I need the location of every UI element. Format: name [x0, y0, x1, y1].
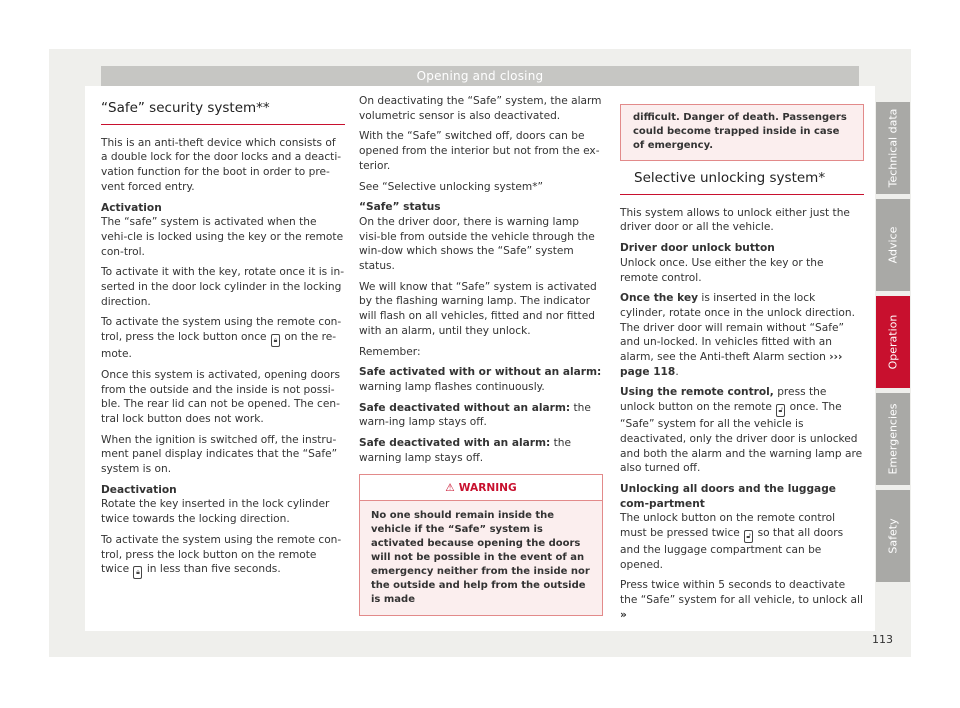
col3-paragraph-5: The unlock button on the remote control must be pressed twice 🔓︎ so that all doors and the luggage compartment can be opened. — [620, 512, 844, 571]
tab-advice[interactable]: Advice — [876, 199, 910, 291]
col2-paragraph-2: With the “Safe” switched off, doors can be opened from the interior but not from the ex-terior. — [359, 130, 600, 172]
unlock-button-icon: 🔓︎ — [776, 404, 785, 417]
column-1 — [101, 94, 345, 585]
activation-paragraph-5: When the ignition is switched off, the instru-ment panel display indicates that the “Safe” system is on. — [101, 433, 338, 476]
lock-button-icon: 🔒︎ — [271, 334, 280, 347]
warning-text: No one should remain inside the vehicle if the “Safe” system is activated because opening the doors will not be possible in the event of an emergency neither from the inside nor the outside and help from the outside is made — [360, 501, 602, 615]
col3-paragraph-3: Once the key is inserted in the lock cylinder, rotate once in the unlock direction. The driver door will remain without “Safe” and un-locked. In vehicles fitted with an alarm, see the Anti-theft Alarm section ››› page 118. — [620, 292, 855, 378]
activation-paragraph-1: The “safe” system is activated when the vehi-cle is locked using the key or the remote con-trol. — [101, 216, 344, 258]
section-title-selective-unlocking: Selective unlocking system* — [620, 161, 864, 195]
remember-item-1: Safe activated with or without an alarm: warning lamp flashes continuously. — [359, 366, 602, 393]
col2-paragraph-3: See “Selective unlocking system*” — [359, 180, 544, 193]
remember-label: Remember: — [359, 345, 421, 358]
deactivation-heading: Deactivation — [101, 483, 177, 496]
warning-box — [359, 474, 603, 616]
lock-button-icon: 🔒︎ — [133, 566, 142, 579]
all-doors-heading: Unlocking all doors and the luggage com-partment — [620, 482, 836, 510]
section-title-safe: “Safe” security system** — [101, 94, 345, 125]
page-number: 113 — [872, 633, 893, 646]
activation-paragraph-3: To activate the system using the remote con-trol, press the lock button once 🔒︎ on the re-mote. — [101, 316, 342, 361]
column-2 — [359, 94, 603, 616]
activation-heading: Activation — [101, 201, 162, 214]
tab-operation[interactable]: Operation — [876, 296, 910, 388]
page-reference-link[interactable]: ››› page 118 — [620, 351, 843, 378]
warning-header: ⚠ WARNING — [360, 475, 602, 501]
col2-paragraph-4: On the driver door, there is warning lamp visi-ble from outside the vehicle through the win-dow which shows the “Safe” system status. — [359, 215, 595, 273]
col2-paragraph-1: On deactivating the “Safe” system, the alarm volumetric sensor is also deactivated. — [359, 95, 602, 122]
warning-triangle-icon: ⚠ — [445, 482, 455, 495]
tab-safety[interactable]: Safety — [876, 490, 910, 582]
driver-door-heading: Driver door unlock button — [620, 242, 775, 255]
activation-paragraph-2: To activate it with the key, rotate once it is in-serted in the door lock cylinder in the locking direction. — [101, 266, 345, 308]
tab-emergencies[interactable]: Emergencies — [876, 393, 910, 485]
tab-technical-data[interactable]: Technical data — [876, 102, 910, 194]
page-content — [85, 86, 875, 631]
activation-paragraph-4: Once this system is activated, opening doors from the outside and the inside is not possi-ble. The rear lid can not be opened. The cen-tral lock button does not work. — [101, 368, 341, 425]
deactivation-paragraph-2: To activate the system using the remote con-trol, press the lock button on the remote twice 🔒︎ in less than five seconds. — [101, 533, 345, 579]
unlock-button-icon: 🔓︎ — [744, 530, 753, 543]
remember-item-2: Safe deactivated without an alarm: the warn-ing lamp stays off. — [359, 401, 591, 429]
column-3 — [620, 94, 864, 629]
warning-continuation: difficult. Danger of death. Passengers could become trapped inside in case of emergency. — [620, 104, 864, 161]
remember-item-3: Safe deactivated with an alarm: the warning lamp stays off. — [359, 437, 572, 464]
continue-arrow-icon: » — [620, 608, 627, 621]
col3-paragraph-4: Using the remote control, press the unlock button on the remote 🔓︎ once. The “Safe” system for all the vehicle is deactivated, only the driver door is unlocked and both the alarm and the warning lamp are also turned off. — [620, 386, 863, 475]
col2-paragraph-5: We will know that “Safe” system is activated by the flashing warning lamp. The indicator will flash on all vehicles, fitted and nor fitted with an alarm, until they unlock. — [359, 280, 597, 337]
col3-paragraph-2: Unlock once. Use either the key or the remote control. — [620, 256, 824, 284]
chapter-header: Opening and closing — [101, 66, 859, 86]
deactivation-paragraph-1: Rotate the key inserted in the lock cylinder twice towards the locking direction. — [101, 498, 330, 526]
col3-paragraph-1: This system allows to unlock either just the driver door or all the vehicle. — [620, 206, 850, 234]
intro-paragraph: This is an anti-theft device which consists of a double lock for the door locks and a deacti-vation function for the boot in order to pre-vent forced entry. — [101, 136, 342, 193]
safe-status-heading: “Safe” status — [359, 201, 441, 214]
col3-paragraph-6: Press twice within 5 seconds to deactivate the “Safe” system for all vehicle, to unlock all » — [620, 579, 863, 621]
